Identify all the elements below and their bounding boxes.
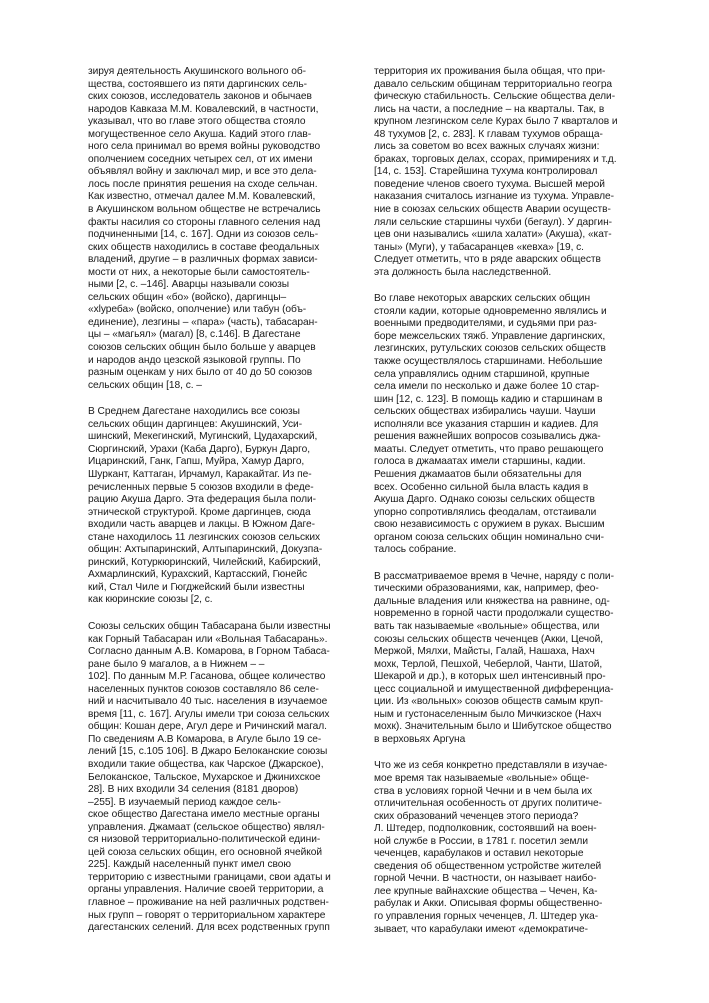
text-line: Во главе некоторых аварских сельских общин [374, 293, 591, 305]
text-line: ране было 9 магалов, а в Нижнем – – [88, 658, 265, 670]
text-line: зируя деятельность Акушинского вольного об- [88, 66, 306, 77]
text-line: В рассматриваемое время в Чечне, наряду с поли- [374, 570, 614, 582]
text-line: лись на части, а последние – на кварталы. Так, в [374, 103, 605, 115]
text-line: вать так называемые «вольные» общества, или [374, 620, 600, 632]
right-column-paragraph [374, 760, 645, 936]
text-line: таны» (Муги), у табасаранцев «кевха» [19, с. [374, 241, 584, 253]
text-line: ских образований чеченцев этого периода? [374, 810, 579, 822]
text-line: органы управления. Наличие своей территории, а [88, 884, 324, 896]
text-line: кий, Стал Чиле и Гюгджейский были известны [88, 581, 305, 593]
text-line: ринский, Котуркюринский, Чилейский, Кабирский, [88, 556, 321, 568]
text-line: ного села принимал во время войны руководство [88, 141, 321, 153]
text-line: речисленных первые 5 союзов входили в феде- [88, 481, 314, 493]
text-line: давало сельским общинам территориально геогра [374, 78, 613, 90]
text-line: как Горный Табасаран или «Вольная Табасарань». [88, 633, 328, 645]
text-line: крупном лезгинском селе Курах было 7 кварталов и [374, 116, 618, 128]
text-line: сельских общин даргинцев: Акушинский, Уси- [88, 418, 303, 430]
text-line: сельских общин «бо» (войско), даргинцы– [88, 291, 287, 303]
text-line: факты насилия со стороны главного селения над [88, 216, 321, 228]
text-line: стояли кадии, которые одновременно являлись и [374, 305, 607, 317]
text-line: ское общество Дагестана имело местные органы [88, 809, 320, 821]
text-line: [14, с. 153]. Старейшина тухума контролировал [374, 166, 598, 178]
text-line: ся низовой территориально-политической едини- [88, 834, 321, 846]
text-line: цев они назывались «шила халати» (Акуша), «кат- [374, 229, 612, 241]
text-line: Ицаринский, Ганк, Гапш, Муйра, Хамур Дарго, [88, 456, 305, 468]
text-line: зывает, что карабулаки имеют «демократиче- [374, 923, 588, 935]
text-line: Белоканское, Тальское, Мухарское и Джинихское [88, 771, 321, 783]
text-line: единение), лезгины – «пара» (часть), табасаран- [88, 316, 318, 328]
text-line: горной Чечни. В частности, он называет наибо- [374, 873, 597, 885]
text-line: указывал, что во главе этого общества стояло [88, 116, 306, 128]
text-line: новременно в горной части продолжали существо- [374, 608, 614, 620]
text-line: чеченцев, карабулаков и оставил некоторые [374, 848, 584, 860]
text-line: поведение членов своего тухума. Высшей мерой [374, 178, 605, 190]
text-line: По сведениям А.В Комарова, в Агуле было 19 се- [88, 733, 322, 745]
text-line: 102]. По данным М.Р. Гасанова, общее количество [88, 671, 326, 683]
text-line: управления. Джамаат (сельское общество) являл- [88, 821, 325, 833]
text-line: Мержой, Мялхи, Майсты, Галай, Нашаха, Нахч [374, 646, 595, 658]
text-line: сельских общин [18, с. – [88, 379, 202, 391]
text-line: территорию с известными границами, свои адаты и [88, 871, 331, 883]
text-line: подчиненными [14, с. 167]. Одни из союзов сель- [88, 229, 319, 241]
text-line: ских союзов, исследователь законов и обычаев [88, 91, 312, 103]
text-line: отличительная особенность от других политиче- [374, 798, 602, 810]
text-line: щества, состоявшего из пяти даргинских сель- [88, 78, 308, 90]
text-line: «хlуреба» (войско, ополчение) или табун (объ- [88, 304, 307, 316]
text-line: Акуша Дарго. Однако союзы сельских обществ [374, 494, 595, 506]
text-line: также осуществлялось старшинами. Небольшие [374, 356, 603, 368]
text-line: Решения джамаатов были обязательны для [374, 468, 582, 480]
text-line: браках, торговых делах, ссорах, примирениях и т.д. [374, 153, 617, 165]
text-line: фическую стабильность. Сельские общества дели- [374, 91, 616, 103]
right-column-paragraph [374, 66, 645, 279]
text-line: голоса в джамаатах имели старшины, кадии. [374, 456, 586, 468]
right-column-paragraph [374, 571, 645, 747]
text-line: дальные владения или княжества на равнине, од- [374, 595, 610, 607]
text-line: шин [12, с. 123]. В помощь кадию и старшинам в [374, 393, 603, 405]
text-line: лее крупные вайнахские общества – Чечен, Ка- [374, 885, 598, 897]
text-line: в Акушинском вольном обществе не встречались [88, 204, 321, 216]
text-line: территория их проживания была общая, что при- [374, 66, 606, 77]
text-line: ной службе в России, в 1781 г. посетил земли [374, 835, 588, 847]
left-column-paragraph [88, 621, 358, 935]
text-line: –255]. В изучаемый период каждое сель- [88, 796, 281, 808]
text-line: эта должность была наследственной. [374, 266, 552, 278]
text-line: мааты. Следует отметить, что право решающего [374, 443, 604, 455]
text-line: входили часть аварцев и лакцы. В Южном Даге- [88, 519, 315, 531]
text-line: наказания считалось изгнание из тухума. Управле- [374, 191, 614, 203]
text-line: рабулак и Акки. Описывая формы общественно- [374, 898, 603, 910]
text-line: стане находилось 11 лезгинских союзов сельских [88, 531, 321, 543]
text-line: цы – «магьял» (магал) [8, с.146]. В Дагестане [88, 329, 301, 341]
text-line: свою независимость с оружием в руках. Высшим [374, 519, 605, 531]
text-line: Следует отметить, что в ряде аварских обществ [374, 254, 601, 266]
left-column-paragraph [88, 66, 358, 392]
text-line: Л. Штедер, подполковник, состоявший на воен- [374, 823, 597, 835]
text-line: народов Кавказа М.М. Ковалевский, в частности, [88, 103, 319, 115]
text-line: союзов сельских общин было больше у аварцев [88, 342, 316, 354]
text-line: время [11, с. 167]. Агулы имели три союза сельских [88, 708, 330, 720]
text-line: Союзы сельских общин Табасарана были известны [88, 620, 331, 632]
text-line: ний и насчитывало 40 тыс. населения в изучаемое [88, 696, 328, 708]
text-line: ных групп – говорят о территориальном характере [88, 909, 326, 921]
text-line: могущественное село Акуша. Кадий этого глав- [88, 128, 312, 140]
left-text-column [88, 66, 358, 935]
text-line: тическими образованиями, как, например, фео- [374, 583, 599, 595]
text-line: главное – проживание на ней различных родствен- [88, 897, 329, 908]
text-line: Ахмарлинский, Курахский, Картасский, Гюнейс [88, 569, 308, 581]
text-line: шинский, Мекегинский, Мугинский, Цудахарский, [88, 431, 318, 443]
text-line: лись за советом во всех важных случаях жизни: [374, 141, 600, 153]
text-line: Шуркант, Каттаган, Ирчамул, Каракайтаг. Из пе- [88, 468, 312, 480]
right-text-column [374, 66, 645, 936]
text-line: боре межсельских тяжб. Управление даргинских, [374, 330, 606, 342]
text-line: ляли сельские старшины чухби (бегаул). У даргин- [374, 216, 612, 228]
text-line: разным оценкам у них было от 40 до 50 союзов [88, 367, 313, 379]
text-line: дагестанских селений. Для всех родственных групп [88, 922, 330, 934]
text-line: мости от них, а некоторые были самостоятель- [88, 266, 310, 278]
text-line: лезгинских, рутульских союзов сельских обществ [374, 343, 606, 355]
right-column-paragraph [374, 293, 645, 556]
text-line: как кюринские союзы [2, с. [88, 594, 213, 606]
text-line: Что же из себя конкретно представляли в изучае- [374, 760, 608, 772]
text-line: 28]. В них входили 34 селения (8181 дворов) [88, 784, 299, 796]
text-line: ских обществ находились в составе феодальных [88, 241, 320, 253]
text-line: ства в условиях горной Чечни и в чем была их [374, 785, 593, 797]
text-line: мохк). Значительным было и Шибутское общество [374, 721, 612, 733]
text-line: решения важнейших вопросов созывались джа- [374, 431, 601, 443]
text-line: 48 тухумов [2, с. 283]. К главам тухумов обраща- [374, 128, 603, 140]
text-line: в верховьях Аргуна [374, 733, 466, 745]
text-line: владений, другие – в различных формах зависи- [88, 254, 318, 266]
text-line: сельских обществах избирались чауши. Чауши [374, 406, 596, 418]
text-line: и народов андо цезской языковой группы. По [88, 354, 301, 366]
text-line: военными предводителями, и судьями при раз- [374, 318, 597, 330]
text-line: всех. Особенно сильной была власть кадия в [374, 481, 589, 493]
text-line: Шекарой и др.), в которых шел интенсивный про- [374, 671, 606, 683]
text-line: цесс социальной и имущественной дифференциа- [374, 683, 614, 695]
text-line: 225]. Каждый населенный пункт имел свою [88, 859, 291, 871]
text-line: сведения об общественном устройстве жителей [374, 860, 602, 872]
text-line: Как известно, отмечал далее М.М. Ковалевский, [88, 191, 316, 203]
text-line: населенных пунктов союзов составляло 86 селе- [88, 683, 319, 695]
text-line: исполняли все указания старшин и кадиев. Для [374, 418, 599, 430]
text-line: села управлялись одним старшиной, крупные [374, 368, 590, 380]
text-line: объявлял войну и заключал мир, и все это дела- [88, 166, 317, 178]
text-line: Сюргинский, Урахи (Каба Дарго), Буркун Дарго, [88, 443, 310, 455]
text-line: органом союза сельских общин номинально счи- [374, 531, 604, 543]
text-line: мое время так называемые «вольные» обще- [374, 772, 589, 784]
text-line: ными [2, с. –146]. Аварцы называли союзы [88, 279, 290, 291]
text-line: ополчением соседних четырех сел, от их имени [88, 153, 313, 165]
text-line: этнической структурой. Кроме даргинцев, сюда [88, 506, 311, 518]
text-line: села имели по несколько и даже более 10 стар- [374, 381, 600, 393]
left-column-paragraph [88, 406, 358, 607]
text-line: го управления горных чеченцев, Л. Штедер ука- [374, 911, 599, 922]
text-line: талось собрание. [374, 544, 457, 556]
text-line: лений [15, с.105 106]. В Джаро Белоканские союзы [88, 746, 328, 758]
text-line: мохк, Терлой, Пешхой, Чеберлой, Чанти, Шатой, [374, 658, 603, 670]
text-line: рацию Акуша Дарго. Эта федерация была поли- [88, 494, 316, 506]
text-line: общин: Кошан дере, Агул дере и Ричинский магал. [88, 721, 327, 733]
text-line: упорно сопротивлялись феодалам, отстаивали [374, 506, 597, 518]
text-line: ние в союзах сельских обществ Аварии осуществ- [374, 204, 611, 216]
text-line: В Среднем Дагестане находились все союзы [88, 406, 300, 418]
text-line: союзы сельских обществ чеченцев (Акки, Цечой, [374, 633, 604, 645]
text-line: лось после принятия решения на сходе сельчан. [88, 178, 318, 190]
text-line: Согласно данным А.В. Комарова, в Горном Табаса- [88, 646, 330, 658]
text-line: входили такие общества, как Чарское (Джарское), [88, 758, 324, 770]
text-line: цей союза сельских общин, его основной ячейкой [88, 846, 323, 858]
text-line: общин: Ахтыпаринский, Алтыпаринский, Докузпа- [88, 544, 323, 556]
text-line: ным и густонаселенным было Мичкизское (Нахч [374, 708, 602, 720]
text-line: ции. Из «вольных» союзов обществ самым круп- [374, 696, 604, 708]
